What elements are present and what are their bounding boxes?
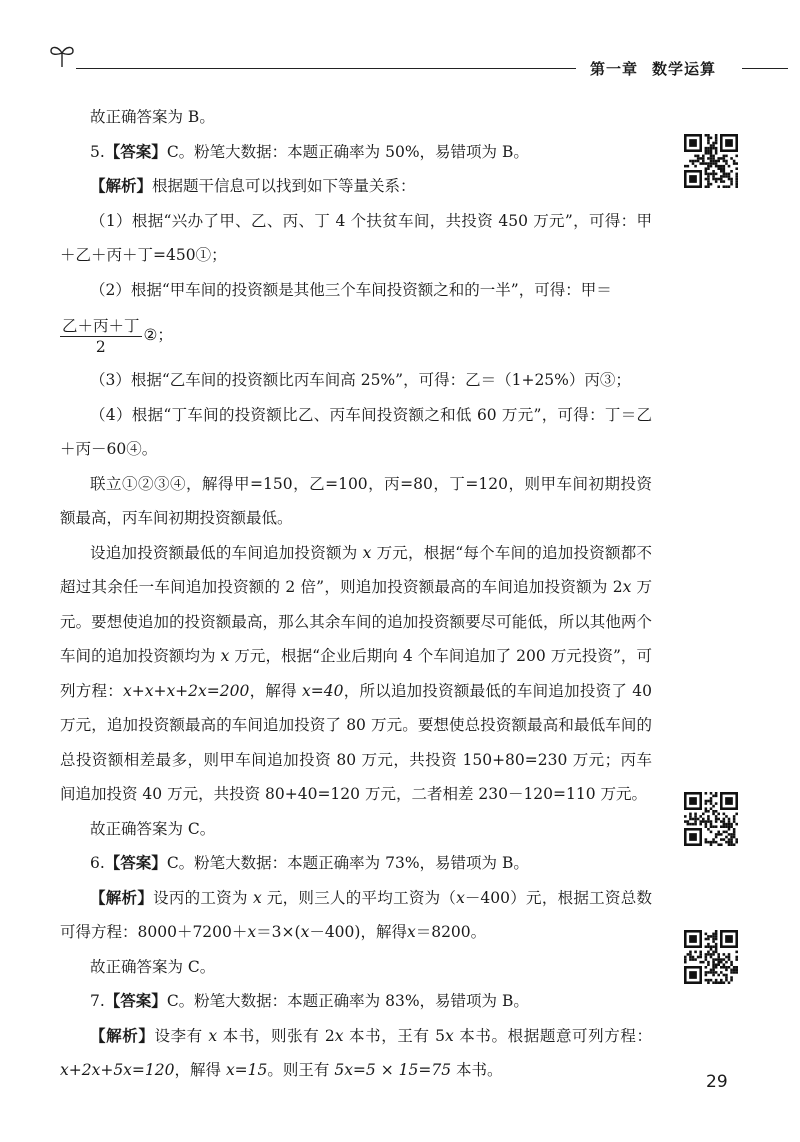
q5-relation-2: （2）根据“甲车间的投资额是其他三个车间投资额之和的一半”，可得：甲＝ — [90, 280, 612, 299]
answer-tag: 【答案】 — [104, 142, 167, 161]
q5-extra-analysis: 设追加投资额最低的车间追加投资额为 x 万元，根据“每个车间的追加投资额都不超过其余任一车间追加投资额的 2 倍”，则追加投资额最高的车间追加投资额为 2x 万元。要想使追加的投资额最高，那么其余车间的追加投资额要尽可能低，所以其他两个车间的追加投资额均为 x 万元，根据“企业后期向 4 个车间追加了 200 万元投资”，可列方程：x+x+x+2x=200，解得 x=40，所以追加投资额最低的车间追加投资了 40 万元，追加投资额最高的车间追加投资了 80 万元。要想使总投资额最高和最低车间的总投资额相差最多，则甲车间追加投资 80 万元，共投资 150+80=230 万元；丙车间追加投资 40 万元，共投资 80+40=120 万元，二者相差 230－120=110 万元。 — [60, 543, 652, 803]
chapter-title — [590, 58, 716, 79]
q5-relation-1: （1）根据“兴办了甲、乙、丙、丁 4 个扶贫车间，共投资 450 万元”，可得：甲＋乙＋丙＋丁=450①； — [60, 211, 652, 264]
fraction: $\frac{\text{乙＋丙＋丁}}{2}$ — [62, 316, 140, 356]
q6-analysis: 【解析】设丙的工资为 x 元，则三人的平均工资为（x－400）元，根据工资总数可得方程：8000＋7200＋x＝3×(x－400)，解得x＝8200。 — [60, 888, 652, 941]
analysis-tag: 【解析】 — [90, 1026, 155, 1045]
answer-line-q6: 故正确答案为 C。 — [90, 957, 216, 976]
answer-tag: 【答案】 — [104, 992, 167, 1010]
q5-relation-4: （4）根据“丁车间的投资额比乙、丙车间投资额之和低 60 万元”，可得：丁＝乙＋丙－60④。 — [60, 405, 652, 458]
answer-line-q5: 故正确答案为 C。 — [90, 819, 216, 838]
qr-code-icon[interactable] — [684, 134, 738, 188]
answer-line-q4: 故正确答案为 B。 — [90, 108, 215, 126]
q5-relation-3: （3）根据“乙车间的投资额比丙车间高 25%”，可得：乙＝（1+25%）丙③； — [90, 371, 631, 389]
analysis-tag: 【解析】 — [90, 888, 154, 907]
answer-tag: 【答案】 — [104, 854, 167, 872]
header-rule-right — [742, 68, 788, 69]
q6-answer: 6.【答案】C。粉笔大数据：本题正确率为 73%，易错项为 B。 — [90, 854, 529, 872]
chapter-section: 数学运算 — [652, 60, 717, 78]
q7-answer: 7.【答案】C。粉笔大数据：本题正确率为 83%，易错项为 B。 — [90, 992, 529, 1010]
q5-relation-2-fraction: $\frac{\text{乙＋丙＋丁}}{2}$ ②； — [62, 316, 173, 356]
page-header — [0, 0, 800, 90]
q5-analysis: 【解析】根据题干信息可以找到如下等量关系： — [90, 177, 416, 195]
page-number: 29 — [706, 1072, 728, 1092]
sprout-icon — [48, 44, 76, 68]
q5-solution: 联立①②③④，解得甲=150，乙=100，丙=80，丁=120，则甲车间初期投资额最高，丙车间初期投资额最低。 — [60, 474, 652, 527]
q7-analysis: 【解析】设李有 x 本书，则张有 2x 本书，王有 5x 本书。根据题意可列方程：x+2x+5x=120，解得 x=15。则王有 5x=5 × 15=75 本书。 — [60, 1026, 653, 1079]
analysis-tag: 【解析】 — [90, 177, 153, 195]
qr-code-icon[interactable] — [684, 930, 738, 984]
qr-code-icon[interactable] — [684, 792, 738, 846]
page-body — [60, 100, 652, 1088]
q5-answer: 5.【答案】C。粉笔大数据：本题正确率为 50%，易错项为 B。 — [90, 142, 529, 161]
header-rule-left — [76, 68, 576, 69]
chapter-number: 第一章 — [590, 60, 639, 78]
